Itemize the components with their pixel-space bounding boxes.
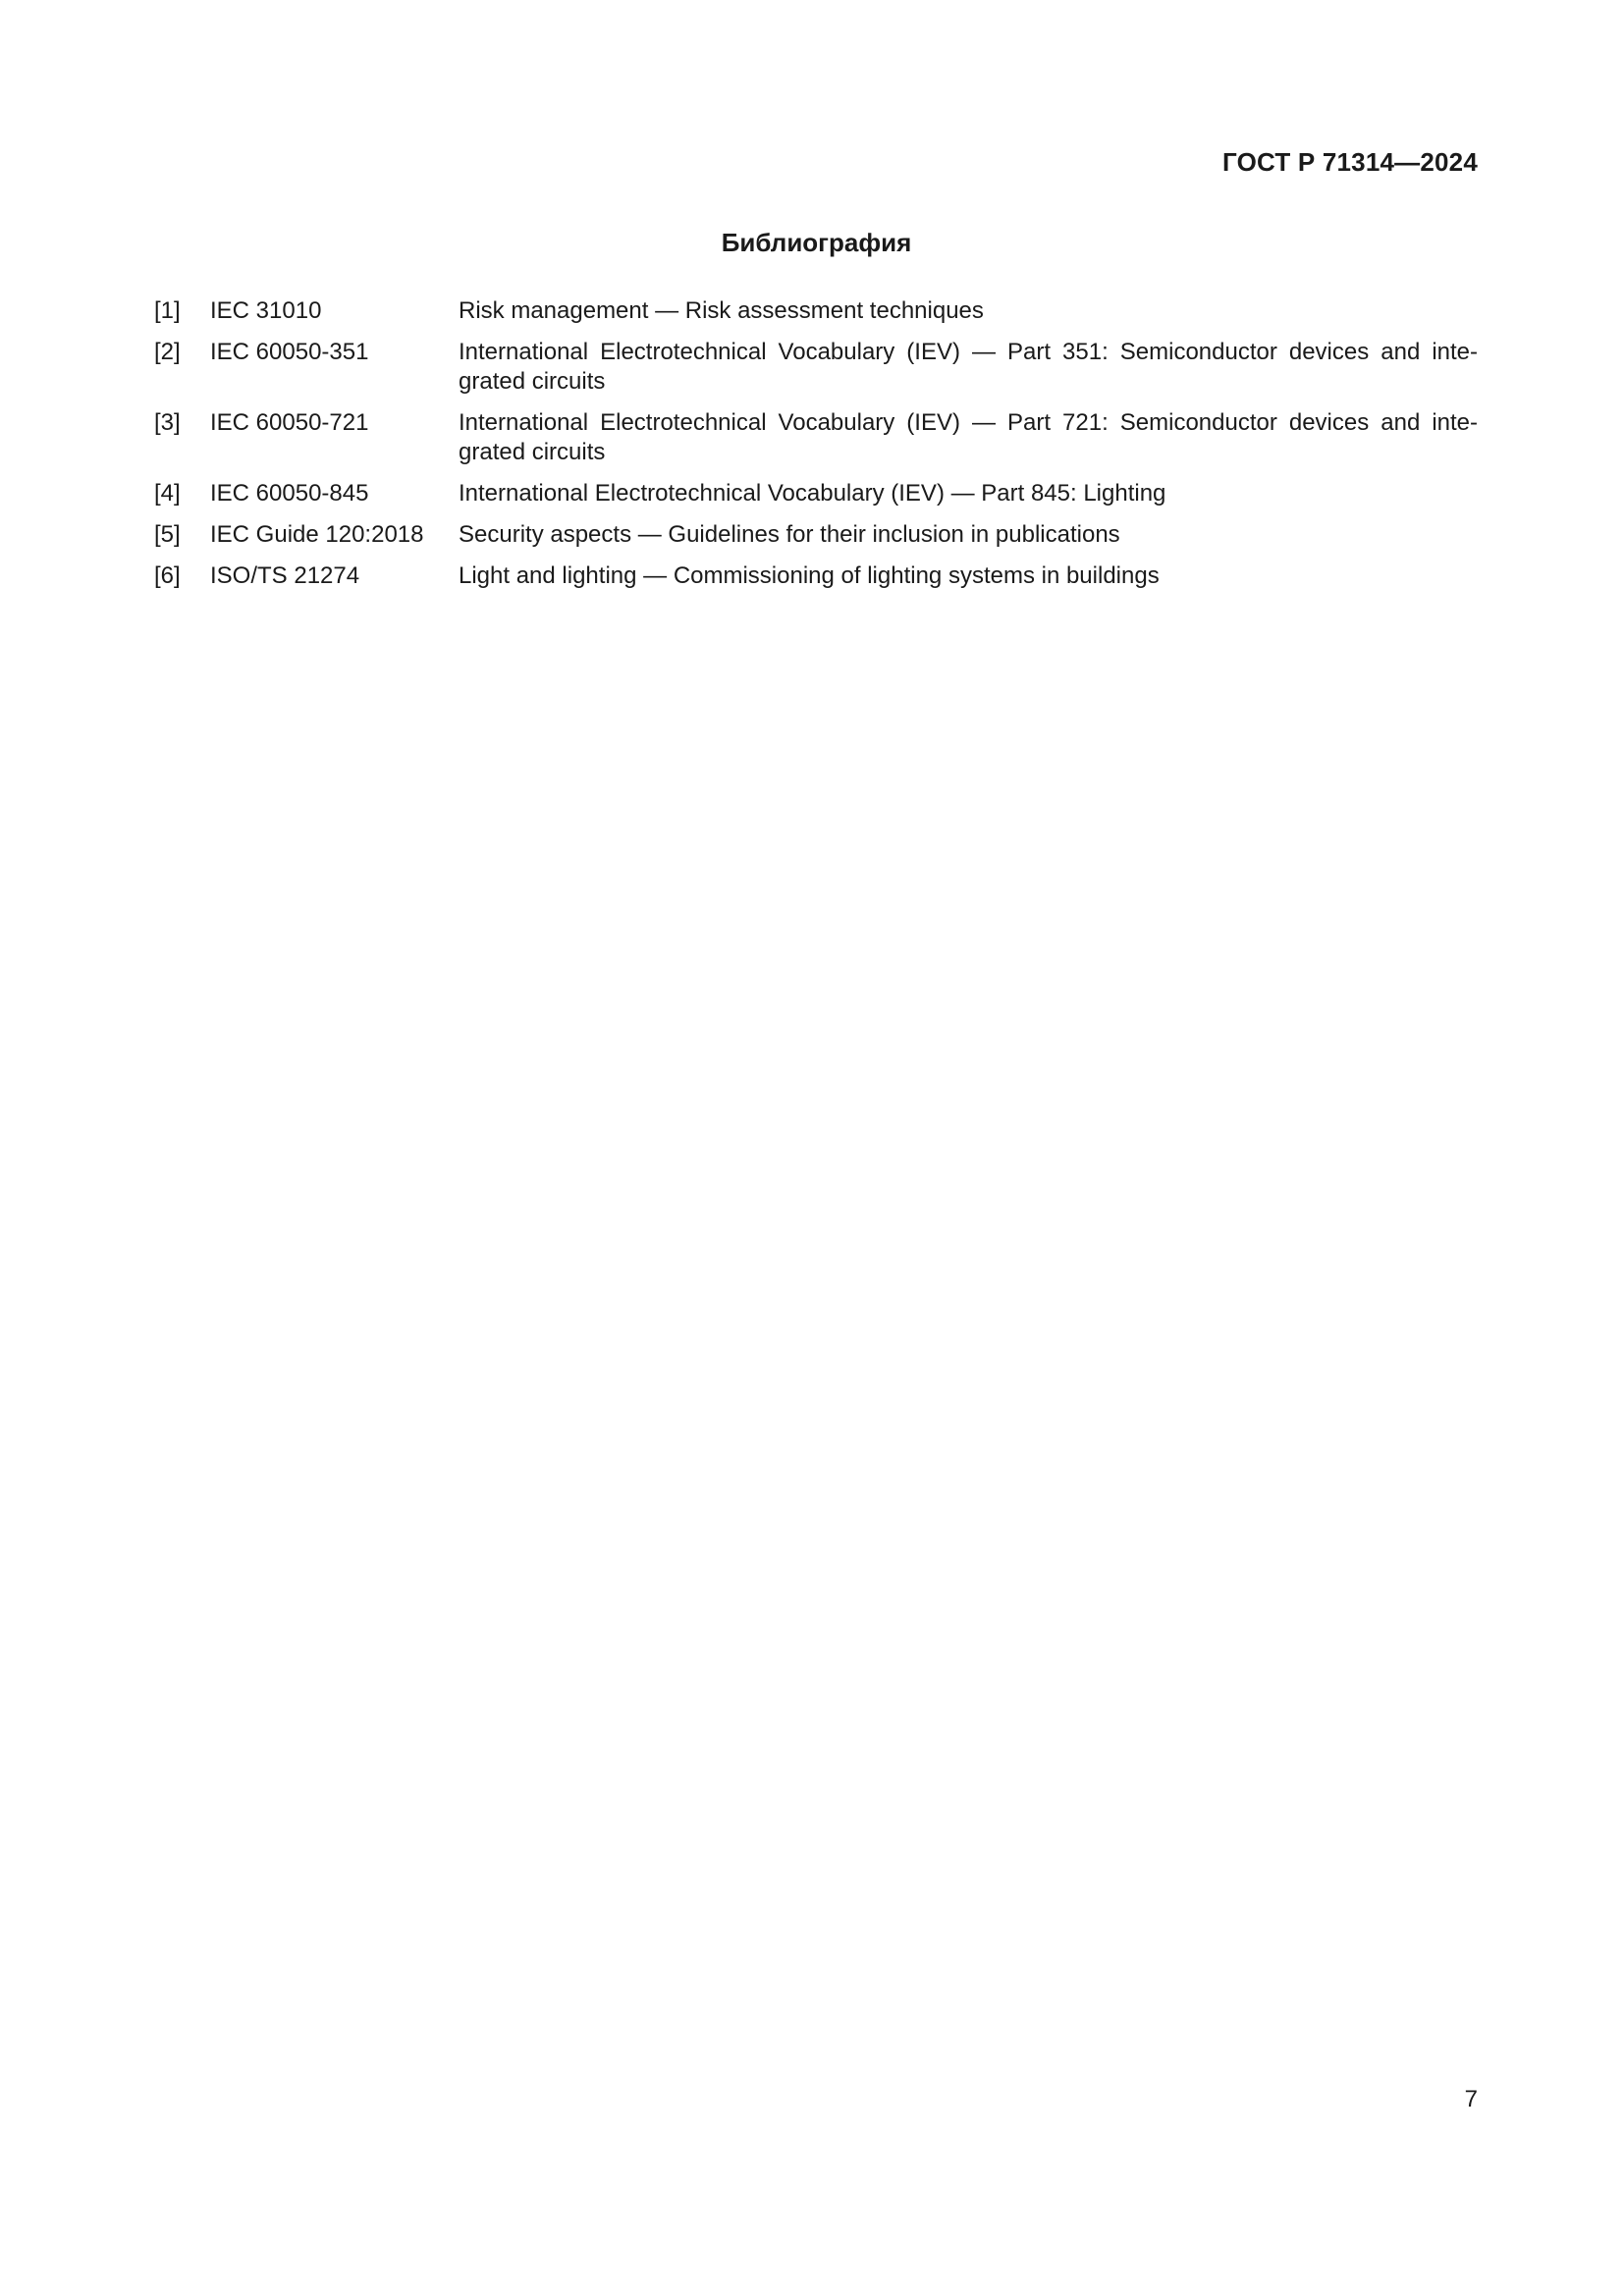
entry-number: [2] [154, 339, 181, 365]
bibliography-entry [154, 561, 1480, 591]
bibliography-entry [154, 338, 1480, 397]
entry-number: [4] [154, 480, 181, 507]
entry-title: International Electrotechnical Vocabulary (IEV) — Part 845: Lighting [459, 480, 1166, 507]
bibliography-entry [154, 520, 1480, 550]
entry-title: Security aspects — Guidelines for their inclusion in publications [459, 521, 1120, 548]
entry-title: Risk management — Risk assessment techniques [459, 297, 984, 324]
entry-number: [6] [154, 562, 181, 589]
page-number: 7 [1464, 2086, 1478, 2112]
entry-code: IEC 60050-721 [210, 409, 369, 436]
entry-code: ISO/TS 21274 [210, 562, 360, 589]
entry-code: IEC 60050-351 [210, 339, 369, 365]
entry-code: IEC 60050-845 [210, 480, 369, 507]
entry-code: IEC Guide 120:2018 [210, 521, 424, 548]
entry-title: Light and lighting — Commissioning of lighting systems in buildings [459, 562, 1160, 589]
entry-number: [3] [154, 409, 181, 436]
bibliography-list [154, 296, 1480, 603]
bibliography-entry [154, 408, 1480, 467]
entry-number: [1] [154, 297, 181, 324]
entry-number: [5] [154, 521, 181, 548]
bibliography-title: Библиография [721, 228, 912, 257]
entry-title: International Electrotechnical Vocabulary (IEV) — Part 351: Semiconductor devices and inte-grated circuits [459, 339, 1478, 395]
bibliography-entry [154, 479, 1480, 508]
standard-id-header: ГОСТ Р 71314—2024 [1222, 147, 1478, 177]
entry-title: International Electrotechnical Vocabulary (IEV) — Part 721: Semiconductor devices and inte-grated circuits [459, 409, 1478, 465]
bibliography-entry [154, 296, 1480, 326]
entry-code: IEC 31010 [210, 297, 322, 324]
